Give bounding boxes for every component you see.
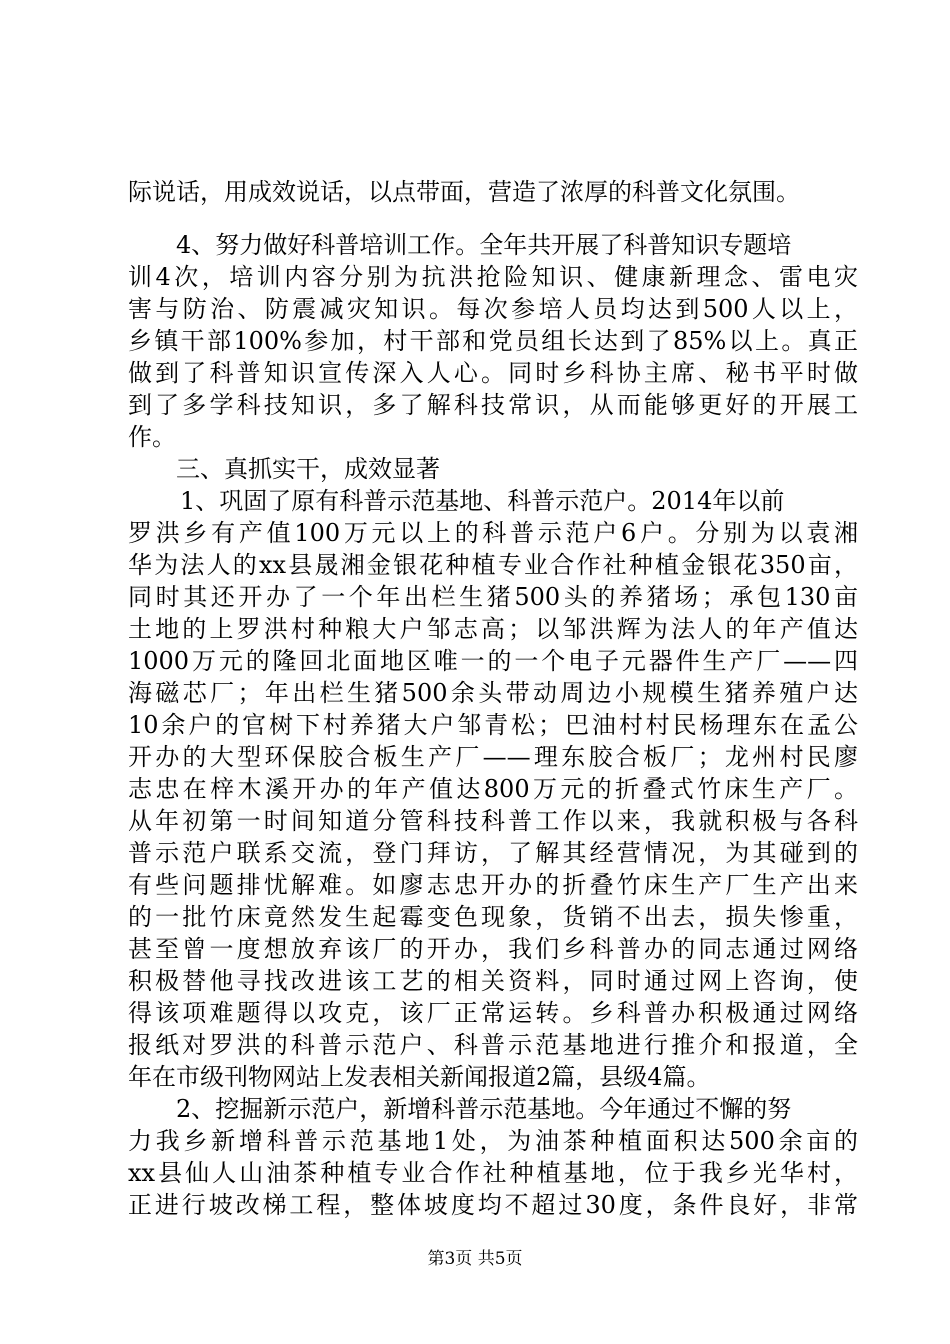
document-body	[128, 229, 858, 1221]
text-line: 1000万元的隆回北面地区唯一的一个电子元器件生产厂——四	[128, 647, 858, 675]
text-line: 作。	[128, 423, 176, 451]
text-line: 罗洪乡有产值100万元以上的科普示范户6户。分别为以袁湘	[128, 519, 858, 547]
text-line: 土地的上罗洪村种粮大户邹志高；以邹洪辉为法人的年产值达	[128, 615, 858, 643]
text-line: 同时其还开办了一个年出栏生猪500头的养猪场；承包130亩	[128, 583, 858, 611]
text-line: 2、挖掘新示范户，新增科普示范基地。今年通过不懈的努	[176, 1095, 792, 1123]
text-line: 力我乡新增科普示范基地1处，为油茶种植面积达500余亩的	[128, 1127, 858, 1155]
text-line: 4、努力做好科普培训工作。全年共开展了科普知识专题培	[176, 231, 792, 259]
text-line: 10余户的官树下村养猪大户邹青松；巴油村村民杨理东在孟公	[128, 711, 858, 739]
text-line: 得该项难题得以攻克，该厂正常运转。乡科普办积极通过网络	[128, 999, 858, 1027]
text-line: 甚至曾一度想放弃该厂的开办，我们乡科普办的同志通过网络	[128, 935, 858, 963]
text-line: 正进行坡改梯工程，整体坡度均不超过30度，条件良好，非常	[128, 1191, 858, 1219]
text-line: 际说话，用成效说话，以点带面，营造了浓厚的科普文化氛围。	[128, 178, 800, 206]
page-footer: 第3页 共5页	[427, 1249, 523, 1269]
text-line: xx县仙人山油茶种植专业合作社种植基地，位于我乡光华村，	[128, 1159, 858, 1187]
text-line: 华为法人的xx县晟湘金银花种植专业合作社种植金银花350亩，	[128, 551, 858, 579]
text-line: 志忠在梓木溪开办的年产值达800万元的折叠式竹床生产厂。	[128, 775, 858, 803]
text-line: 害与防治、防震减灾知识。每次参培人员均达到500人以上，	[128, 295, 858, 323]
paragraph-continuation	[128, 176, 858, 208]
text-line: 普示范户联系交流，登门拜访，了解其经营情况，为其碰到的	[128, 839, 858, 867]
text-line: 做到了科普知识宣传深入人心。同时乡科协主席、秘书平时做	[128, 359, 858, 387]
text-line: 的一批竹床竟然发生起霉变色现象，货销不出去，损失惨重，	[128, 903, 858, 931]
text-line: 开办的大型环保胶合板生产厂——理东胶合板厂；龙州村民廖	[128, 743, 858, 771]
text-line: 1、巩固了原有科普示范基地、科普示范户。2014年以前	[180, 487, 785, 515]
text-line: 积极替他寻找改进该工艺的相关资料，同时通过网上咨询，使	[128, 967, 858, 995]
text-line: 报纸对罗洪的科普示范户、科普示范基地进行推介和报道，全	[128, 1031, 858, 1059]
text-line: 海磁芯厂；年出栏生猪500余头带动周边小规模生猪养殖户达	[128, 679, 858, 707]
text-line: 乡镇干部100%参加，村干部和党员组长达到了85%以上。真正	[128, 327, 858, 355]
text-line: 训4次，培训内容分别为抗洪抢险知识、健康新理念、雷电灾	[128, 263, 858, 291]
text-line: 从年初第一时间知道分管科技科普工作以来，我就积极与各科	[128, 807, 858, 835]
text-line: 有些问题排忧解难。如廖志忠开办的折叠竹床生产厂生产出来	[128, 871, 858, 899]
text-line: 年在市级刊物网站上发表相关新闻报道2篇，县级4篇。	[128, 1063, 711, 1091]
text-line: 到了多学科技知识，多了解科技常识，从而能够更好的开展工	[128, 391, 858, 419]
section-heading: 三、真抓实干，成效显著	[176, 455, 440, 483]
